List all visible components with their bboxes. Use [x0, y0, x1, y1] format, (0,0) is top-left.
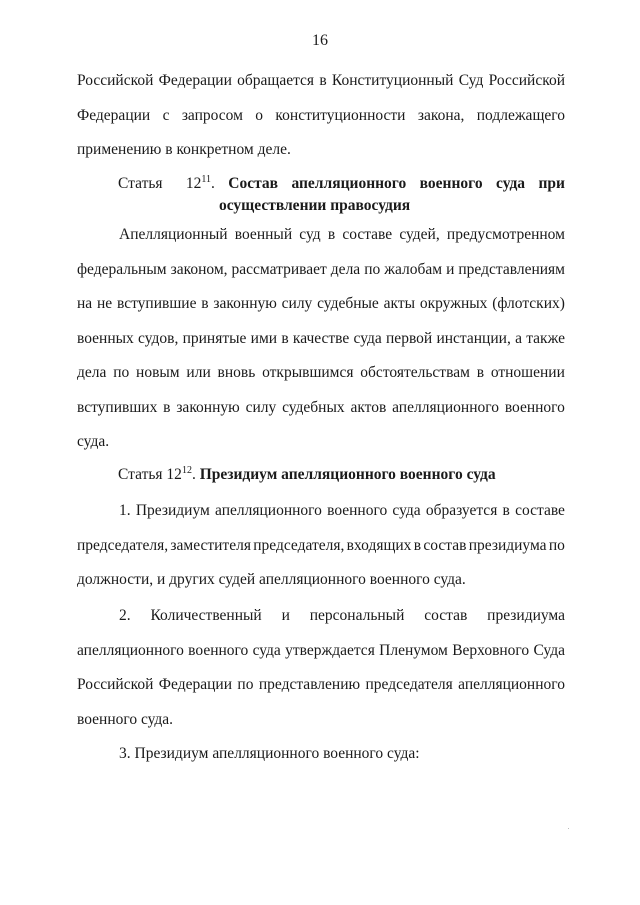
word: законную — [213, 295, 277, 312]
word: по — [113, 364, 130, 381]
word: (флотских) — [492, 295, 565, 312]
intro-paragraph — [77, 64, 565, 168]
word: президиума — [468, 536, 547, 554]
word: рассматривает — [231, 260, 327, 278]
word: образуется — [425, 502, 498, 519]
word: представлению — [258, 676, 361, 693]
word: предусмотренном — [446, 226, 565, 243]
word: военного — [188, 641, 249, 659]
page-number: 16 — [312, 32, 328, 49]
word: в — [502, 502, 510, 519]
article-title-word: суда — [496, 175, 526, 192]
word: ими — [250, 329, 278, 347]
article-title-line-2: осуществлении правосудия — [219, 197, 411, 214]
word: Федерации — [158, 676, 232, 693]
word: качестве — [292, 329, 350, 347]
word: заместителя — [170, 536, 251, 554]
word: судебных — [282, 398, 345, 416]
word: по — [364, 260, 381, 278]
word: состав — [424, 607, 468, 624]
word: судебные — [317, 295, 379, 312]
word: новым — [136, 364, 180, 381]
word: закона, — [417, 106, 465, 124]
word: суда — [252, 641, 281, 659]
word: не — [97, 295, 113, 312]
word: представлениям — [458, 260, 565, 278]
word: Президиум — [135, 502, 210, 519]
text-line — [77, 322, 565, 357]
word: обращается — [237, 72, 315, 89]
word: состав — [423, 536, 467, 554]
word: Апелляционный — [119, 226, 228, 243]
item-1-paragraph — [77, 494, 565, 598]
word: инстанции, — [436, 329, 511, 347]
word: председателя, — [77, 536, 169, 554]
word: в — [327, 226, 336, 243]
text-line — [77, 494, 565, 529]
text-line — [77, 253, 565, 288]
text-line: применению в конкретном деле. — [77, 141, 291, 158]
word: председателя, — [253, 536, 345, 554]
word: законную — [176, 398, 240, 416]
word: дела — [77, 364, 107, 381]
text-line: должности, и других судей апелляционного военного суда. — [77, 571, 466, 588]
word: принятые — [182, 329, 247, 347]
word: председателя — [365, 676, 453, 693]
word: апелляционного — [215, 502, 322, 519]
word: о — [255, 106, 264, 124]
word: составе — [342, 226, 393, 243]
word: и — [446, 260, 455, 278]
word: силу — [245, 398, 277, 416]
item-3-paragraph — [77, 737, 565, 772]
word: Количественный — [150, 607, 262, 624]
article-title: Президиум апелляционного военного суда — [199, 466, 496, 483]
text-line — [77, 356, 565, 391]
word: Федерации — [77, 106, 151, 124]
word: 1. — [119, 502, 131, 519]
word: в — [319, 72, 327, 89]
word: Российской — [77, 72, 154, 89]
word: суда — [353, 329, 382, 347]
article-title-word: Состав — [228, 175, 279, 192]
word: с — [162, 106, 170, 124]
word: апелляционного — [77, 641, 184, 659]
text-line — [77, 668, 565, 703]
word: силу — [281, 295, 313, 312]
word: федеральным — [77, 260, 167, 278]
word: запросом — [181, 106, 243, 124]
word: в — [163, 398, 171, 416]
appeal-court-paragraph — [77, 218, 565, 460]
word: первой — [386, 329, 433, 347]
text-line — [77, 218, 565, 253]
word: вступивших — [77, 398, 158, 416]
word: Конституционный — [331, 72, 454, 89]
text-line — [77, 529, 565, 564]
article-label: Статья $12^{12}$. — [118, 464, 196, 483]
word: открывшимся — [262, 364, 354, 381]
word: военного — [327, 502, 388, 519]
word: президиума — [487, 607, 565, 624]
word: суда — [392, 502, 421, 519]
word: конституционности — [275, 106, 406, 124]
word: Пленумом — [379, 641, 448, 659]
word: законом, — [170, 260, 228, 278]
word: обстоятельствам — [360, 364, 470, 381]
word: в — [413, 536, 422, 554]
word: персональный — [309, 607, 405, 624]
word: по — [548, 536, 565, 554]
article-12-12-heading — [118, 464, 496, 486]
article-label: Статья $12^{11}$. — [118, 173, 215, 192]
word: акты — [383, 295, 416, 312]
word: входящих — [346, 536, 412, 554]
word: вновь — [217, 364, 256, 381]
word: также — [526, 329, 565, 347]
word: на — [77, 295, 93, 312]
word: актов — [350, 398, 387, 416]
word: 2. — [119, 607, 131, 624]
word: апелляционного — [392, 398, 499, 416]
word: вступившие — [117, 295, 197, 312]
word: Верховного — [452, 641, 530, 659]
word: дела — [330, 260, 361, 278]
text-line — [77, 391, 565, 426]
article-title-word: при — [538, 175, 565, 192]
word: военный — [234, 226, 293, 243]
article-title-word: военного — [419, 175, 483, 192]
word: утверждается — [285, 641, 375, 659]
text-line — [77, 287, 565, 322]
article-12-11-heading — [118, 173, 565, 217]
text-line — [77, 599, 565, 634]
text-line: военного суда. — [77, 710, 174, 728]
word: в — [201, 295, 209, 312]
word: Суд — [458, 72, 484, 89]
word: и — [281, 607, 290, 624]
word: судов, — [138, 329, 179, 347]
word: отношении — [490, 364, 565, 381]
word: в — [281, 329, 289, 347]
word: по — [237, 676, 254, 693]
item-2-paragraph — [77, 599, 565, 737]
word: окружных — [419, 295, 488, 312]
word: подлежащего — [476, 106, 565, 124]
article-title-word: апелляционного — [291, 175, 407, 192]
text-line: суда. — [77, 433, 110, 450]
word: Федерации — [158, 72, 232, 89]
word: суд — [299, 226, 321, 243]
word: Российской — [488, 72, 565, 89]
word: Суда — [533, 641, 565, 659]
word: в — [476, 364, 485, 381]
word: судей, — [399, 226, 440, 243]
text-line — [77, 99, 565, 134]
item-3-line: 3. Президиум апелляционного военного суда: — [119, 745, 420, 762]
scan-speck — [568, 828, 569, 829]
word: а — [515, 329, 522, 347]
word: апелляционного — [458, 676, 565, 693]
word: военного — [504, 398, 565, 416]
word: военных — [77, 329, 134, 347]
text-line — [77, 634, 565, 669]
word: составе — [515, 502, 565, 519]
word: Российской — [77, 676, 154, 693]
word: жалобам — [384, 260, 443, 278]
word: или — [186, 364, 211, 381]
text-line — [77, 64, 565, 99]
